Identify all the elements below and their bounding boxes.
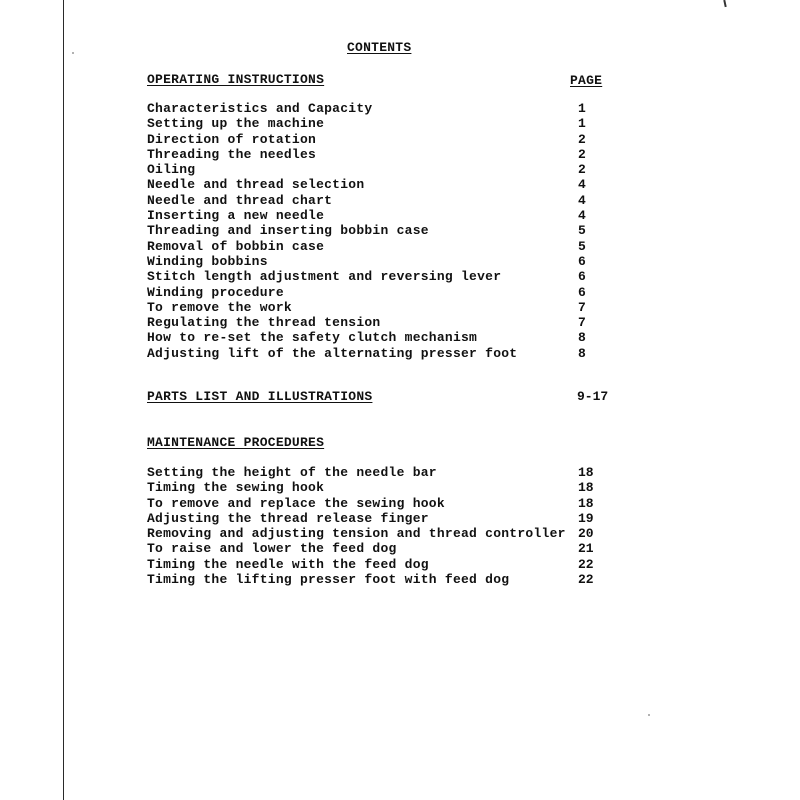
toc-entry [147,101,627,116]
toc-entry [147,496,627,511]
toc-entry-label: Needle and thread chart [147,192,333,208]
toc-entry-page: 4 [578,208,586,224]
toc-entry-page: 2 [578,162,586,178]
toc-entry [147,300,627,315]
toc-entry [147,147,627,162]
toc-entry [147,132,627,147]
scan-speck [648,714,650,716]
toc-entry-page: 6 [578,284,586,300]
parts-list-page: 9-17 [577,389,609,404]
toc-entry-page: 21 [578,541,594,557]
toc-entry-page: 22 [578,556,594,572]
toc-entry-label: Direction of rotation [147,131,317,147]
toc-entry [147,511,627,526]
toc-entry [147,480,627,495]
toc-entry-label: Setting the height of the needle bar [147,465,437,480]
toc-entry-page: 20 [578,526,594,542]
toc-entry-label: Regulating the thread tension [147,315,381,331]
toc-entry [147,116,627,131]
toc-entry-label: Needle and thread selection [147,177,365,193]
toc-entry [147,162,627,177]
toc-entry-page: 7 [578,299,586,315]
toc-entry-page: 8 [578,345,586,361]
toc-entry-page: 19 [578,510,594,526]
toc-entry [147,557,627,572]
toc-entry-page: 8 [578,330,586,346]
page-title: CONTENTS [347,40,412,55]
toc-entry-page: 4 [578,177,586,193]
toc-entry-page: 1 [578,116,586,132]
toc-entry [147,330,627,345]
toc-entry-label: Threading the needles [147,146,317,162]
toc-entry-label: Timing the sewing hook [147,480,325,496]
toc-entry-label: Oiling [147,162,196,178]
toc-entry-label: To remove and replace the sewing hook [147,495,445,511]
toc-entry [147,223,627,238]
operating-instructions-list [147,101,627,361]
toc-entry-page: 18 [578,495,594,511]
toc-entry-label: Winding bobbins [147,253,268,269]
toc-entry-label: To remove the work [147,299,292,315]
toc-entry-label: Stitch length adjustment and reversing lever [147,269,502,285]
toc-entry [147,269,627,284]
toc-entry-label: Timing the needle with the feed dog [147,556,429,572]
toc-entry-page: 4 [578,192,586,208]
toc-entry-page: 2 [578,131,586,147]
toc-entry-label: Removal of bobbin case [147,238,325,254]
toc-entry-label: To raise and lower the feed dog [147,541,397,557]
toc-entry-page: 6 [578,253,586,269]
toc-entry [147,239,627,254]
toc-entry-page: 18 [578,480,594,496]
maintenance-procedures-heading: MAINTENANCE PROCEDURES [147,435,325,450]
toc-entry-label: Threading and inserting bobbin case [147,223,429,239]
toc-entry [147,572,627,587]
toc-entry [147,315,627,330]
toc-entry-label: Timing the lifting presser foot with feed dog [147,572,510,588]
corner-mark [723,0,726,7]
page-left-edge [63,0,64,800]
toc-entry-page: 22 [578,572,594,588]
toc-entry [147,526,627,541]
toc-entry-page: 18 [578,465,594,480]
toc-entry-label: Winding procedure [147,284,284,300]
toc-entry-label: Adjusting the thread release finger [147,510,429,526]
toc-entry-page: 1 [578,101,586,116]
toc-entry-page: 7 [578,315,586,331]
toc-entry-label: Setting up the machine [147,116,325,132]
toc-entry-label: Inserting a new needle [147,208,325,224]
toc-entry [147,208,627,223]
toc-entry [147,193,627,208]
toc-entry [147,541,627,556]
toc-entry-page: 2 [578,146,586,162]
toc-entry-page: 5 [578,223,586,239]
parts-list-heading: PARTS LIST AND ILLUSTRATIONS [147,389,373,404]
maintenance-procedures-list [147,465,627,587]
toc-entry-label: Characteristics and Capacity [147,101,373,116]
toc-entry [147,465,627,480]
toc-entry-page: 5 [578,238,586,254]
toc-entry-label: How to re-set the safety clutch mechanism [147,330,478,346]
toc-entry-page: 6 [578,269,586,285]
toc-entry-label: Adjusting lift of the alternating presser foot [147,345,518,361]
page-column-header: PAGE [570,73,603,88]
toc-entry [147,346,627,361]
operating-instructions-heading: OPERATING INSTRUCTIONS [147,72,325,87]
toc-entry [147,254,627,269]
scan-speck [72,52,74,54]
toc-entry-label: Removing and adjusting tension and thread controller [147,526,566,542]
toc-entry [147,285,627,300]
toc-entry [147,177,627,192]
